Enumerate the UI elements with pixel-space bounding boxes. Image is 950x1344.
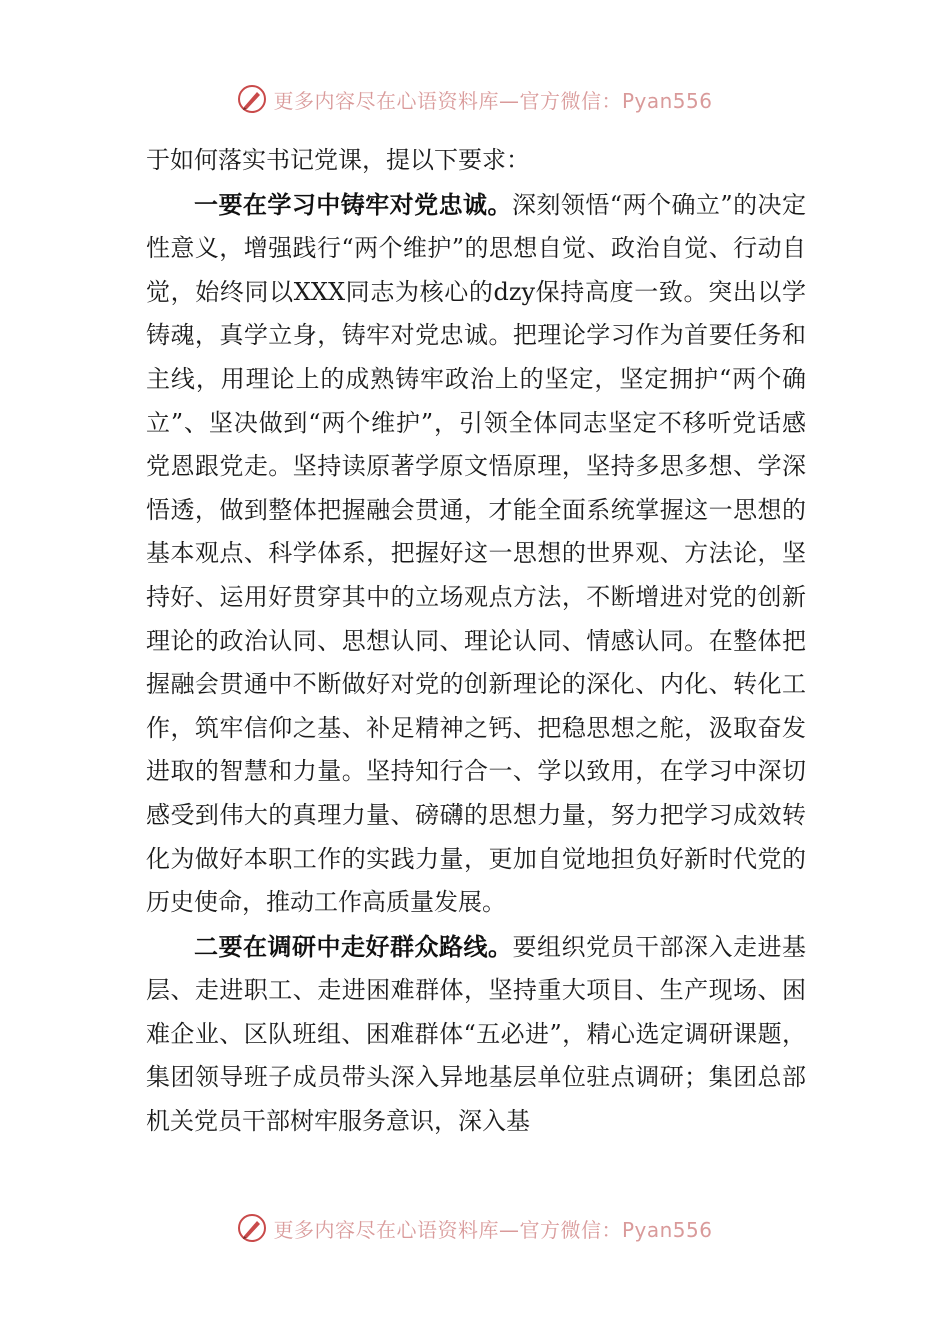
pen-logo-icon <box>237 84 267 114</box>
paragraph-one-heading: 一要在学习中铸牢对党忠诚。 <box>194 189 512 219</box>
paragraph-one <box>146 183 806 925</box>
paragraph-two-text: 要组织党员干部深入走进基层、走进职工、走进困难群体，坚持重大项目、生产现场、困难企业、区队班组、困难群体“五必进”，精心选定调研课题，集团领导班子成员带头深入异地基层单位驻点调研；集团总部机关党员干部树牢服务意识，深入基 <box>146 932 806 1136</box>
footer-watermark-text: 更多内容尽在心语资料库—官方微信：Pyan556 <box>273 1217 713 1242</box>
pen-logo-icon <box>237 1213 267 1243</box>
header-watermark-banner <box>0 84 950 114</box>
header-watermark-text: 更多内容尽在心语资料库—官方微信：Pyan556 <box>273 88 713 113</box>
footer-watermark-banner <box>0 1213 950 1243</box>
paragraph-two-heading: 二要在调研中走好群众路线。 <box>194 931 513 961</box>
paragraph-two <box>146 925 806 1144</box>
paragraph-intro: 于如何落实书记党课，提以下要求： <box>146 146 530 174</box>
document-body <box>146 139 806 1144</box>
paragraph-one-text: 深刻领悟“两个确立”的决定性意义，增强践行“两个维护”的思想自觉、政治自觉、行动自觉，始终同以XXX同志为核心的dzy保持高度一致。突出以学铸魂，真学立身，铸牢对党忠诚。把理论学习作为首要任务和主线，用理论上的成熟铸牢政治上的坚定，坚定拥护“两个确立”、坚决做到“两个维护”，引领全体同志坚定不移听党话感党恩跟党走。坚持读原著学原文悟原理，坚持多思多想、学深悟透，做到整体把握融会贯通，才能全面系统掌握这一思想的基本观点、科学体系，把握好这一思想的世界观、方法论，坚持好、运用好贯穿其中的立场观点方法，不断增进对党的创新理论的政治认同、思想认同、理论认同、情感认同。在整体把握融会贯通中不断做好对党的创新理论的深化、内化、转化工作，筑牢信仰之基、补足精神之钙、把稳思想之舵，汲取奋发进取的智慧和力量。坚持知行合一、学以致用，在学习中深切感受到伟大的真理力量、磅礴的思想力量，努力把学习成效转化为做好本职工作的实践力量，更加自觉地担负好新时代党的历史使命，推动工作高质量发展。 <box>146 190 807 917</box>
